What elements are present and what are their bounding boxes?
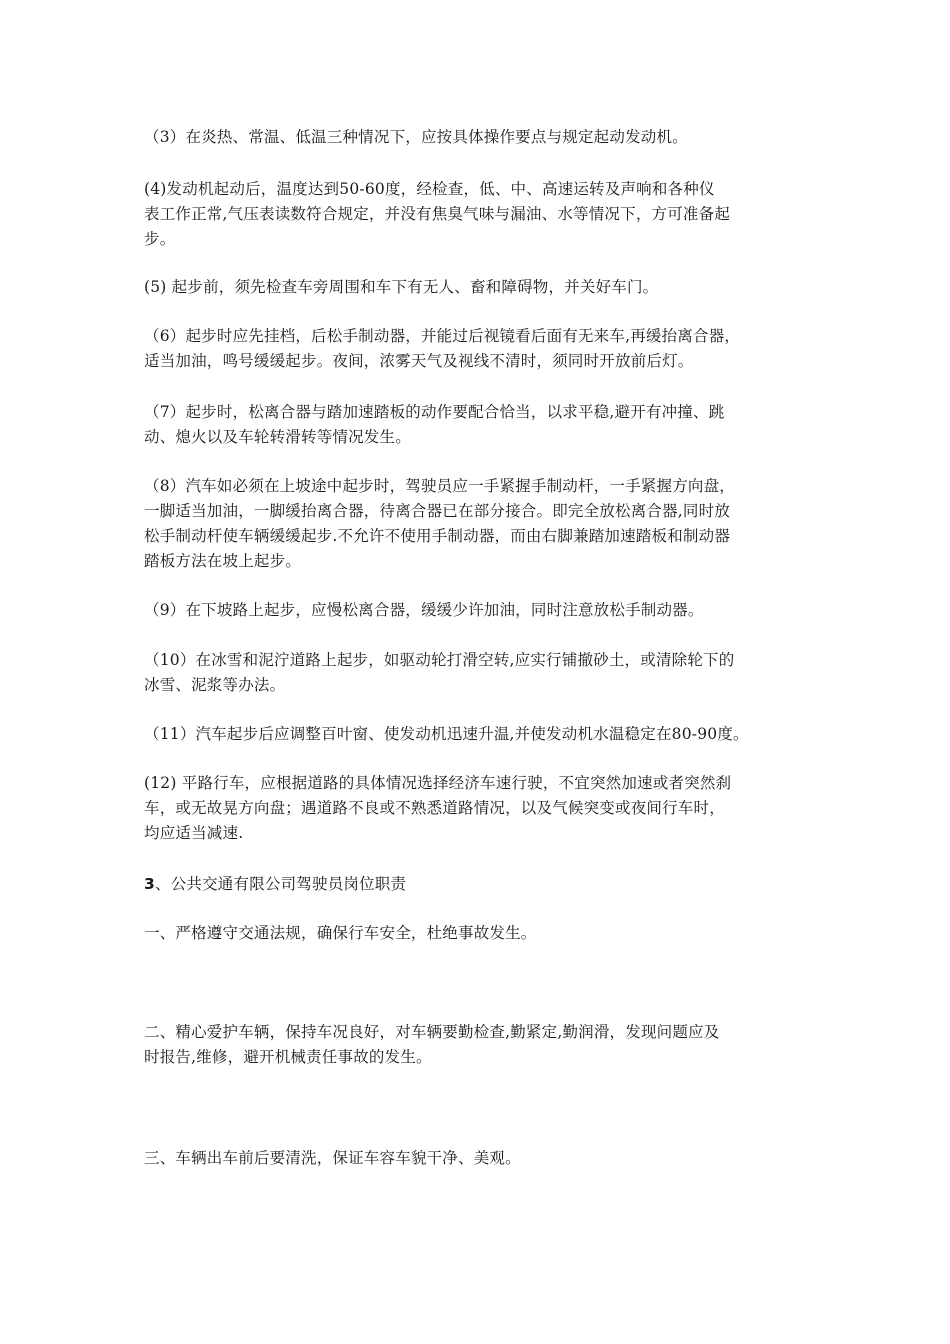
paragraph-item-9: （9）在下坡路上起步，应慢松离合器，缓缓少许加油，同时注意放松手制动器。 [144,601,704,619]
duty-item-1: 一、严格遵守交通法规，确保行车安全，杜绝事故发生。 [144,924,537,942]
section-title: 、公共交通有限公司驾驶员岗位职责 [155,875,407,893]
duty-item-3: 三、车辆出车前后要清洗，保证车容车貌干净、美观。 [144,1149,521,1167]
section-number: 3 [144,875,155,893]
paragraph-item-4: (4)发动机起动后，温度达到50-60度，经检查，低、中、高速运转及声响和各种仪 表工作正常,气压表读数符合规定，并没有焦臭气味与漏油、水等情况下，方可准备起 步。 [144,180,731,248]
duty-item-2: 二、精心爱护车辆，保持车况良好，对车辆要勤检查,勤紧定,勤润滑，发现问题应及 时报告,维修，避开机械责任事故的发生。 [144,1023,720,1066]
paragraph-item-3: （3）在炎热、常温、低温三种情况下，应按具体操作要点与规定起动发动机。 [144,128,688,146]
paragraph-item-12: (12) 平路行车，应根据道路的具体情况选择经济车速行驶，不宜突然加速或者突然刹 车，或无故晃方向盘；遇道路不良或不熟悉道路情况，以及气候突变或夜间行车时， 均应适当减速. [144,774,732,842]
paragraph-item-11: （11）汽车起步后应调整百叶窗、使发动机迅速升温,并使发动机水温稳定在80-90度。 [144,725,749,743]
section-heading [144,872,824,897]
paragraph-item-7: （7）起步时，松离合器与踏加速踏板的动作要配合恰当，以求平稳,避开有冲撞、跳 动、熄火以及车轮转滑转等情况发生。 [144,403,725,446]
paragraph-item-5: (5) 起步前，须先检查车旁周围和车下有无人、畜和障碍物，并关好车门。 [144,278,659,296]
paragraph-item-10: （10）在冰雪和泥泞道路上起步，如驱动轮打滑空转,应实行铺撤砂土，或清除轮下的 冰雪、泥浆等办法。 [144,651,735,694]
paragraph-item-6: （6）起步时应先挂档，后松手制动器，并能过后视镜看后面有无来车,再缓抬离合器， 适当加油，鸣号缓缓起步。夜间，浓雾天气及视线不清时，须同时开放前后灯。 [144,327,741,370]
paragraph-item-8: （8）汽车如必须在上坡途中起步时，驾驶员应一手紧握手制动杆，一手紧握方向盘， 一脚适当加油，一脚缓抬离合器，待离合器已在部分接合。即完全放松离合器,同时放 松手制动杆使车辆缓缓起步.不允许不使用手制动器，而由右脚兼踏加速踏板和制动器 踏板方法在坡上起步。 [144,477,735,570]
